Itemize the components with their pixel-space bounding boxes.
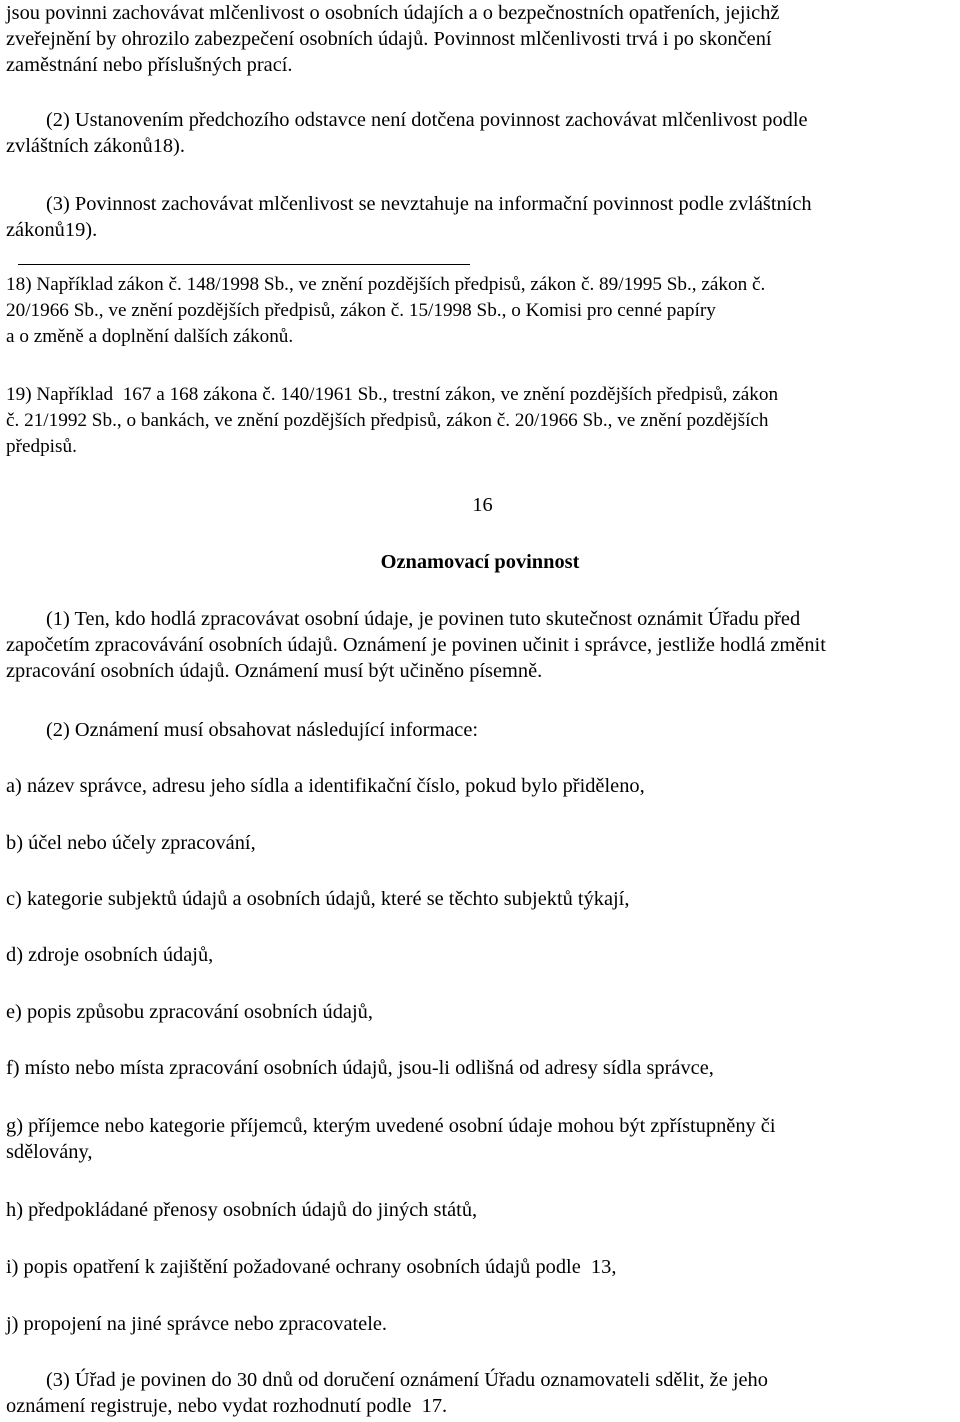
- footnote-19-line: předpisů.: [6, 436, 77, 457]
- section-title: Oznamovací povinnost: [380, 551, 580, 573]
- list-item-a: a) název správce, adresu jeho sídla a identifikační číslo, pokud bylo přiděleno,: [6, 775, 645, 797]
- footnote-19-line: 19) Například 167 a 168 zákona č. 140/1961 Sb., trestní zákon, ve znění pozdějších předpisů, zákon: [6, 384, 779, 405]
- footnote-18-line: 20/1966 Sb., ve znění pozdějších předpisů, zákon č. 15/1998 Sb., o Komisi pro cenné papíry: [6, 300, 716, 321]
- footnote-18-line: 18) Například zákon č. 148/1998 Sb., ve znění pozdějších předpisů, zákon č. 89/1995 Sb., zákon č.: [6, 274, 766, 295]
- list-item-d: d) zdroje osobních údajů,: [6, 944, 214, 966]
- list-item-f: f) místo nebo místa zpracování osobních údajů, jsou-li odlišná od adresy sídla správce,: [6, 1057, 714, 1079]
- list-item-b: b) účel nebo účely zpracování,: [6, 832, 256, 854]
- list-item-j: j) propojení na jiné správce nebo zpracovatele.: [6, 1313, 388, 1335]
- section-paragraph-1-line: zpracování osobních údajů. Oznámení musí být učiněno písemně.: [6, 660, 543, 682]
- footnote-19-line: č. 21/1992 Sb., o bankách, ve znění pozdějších předpisů, zákon č. 20/1966 Sb., ve znění pozdějších: [6, 410, 769, 431]
- list-item-e: e) popis způsobu zpracování osobních údajů,: [6, 1001, 373, 1023]
- section-paragraph-2-line: (2) Oznámení musí obsahovat následující informace:: [46, 719, 479, 741]
- footnote-separator: [18, 264, 470, 265]
- section-number: 16: [467, 494, 493, 516]
- section-paragraph-3-line: oznámení registruje, nebo vydat rozhodnutí podle 17.: [6, 1395, 448, 1417]
- list-item-g-continuation: sdělovány,: [6, 1141, 93, 1163]
- paragraph-2-line: zvláštních zákonů18).: [6, 135, 185, 157]
- paragraph-3-line: zákonů19).: [6, 219, 98, 241]
- section-paragraph-1-line: (1) Ten, kdo hodlá zpracovávat osobní údaje, je povinen tuto skutečnost oznámit Úřadu před: [46, 608, 801, 630]
- list-item-i: i) popis opatření k zajištění požadované ochrany osobních údajů podle 13,: [6, 1256, 617, 1278]
- text-line: zaměstnání nebo příslušných prací.: [6, 54, 293, 76]
- list-item-c: c) kategorie subjektů údajů a osobních údajů, které se těchto subjektů týkají,: [6, 888, 630, 910]
- footnote-18-line: a o změně a doplnění dalších zákonů.: [6, 326, 294, 347]
- text-line: jsou povinni zachovávat mlčenlivost o osobních údajích a o bezpečnostních opatřeních, jejichž: [6, 2, 780, 24]
- text-line: zveřejnění by ohrozilo zabezpečení osobních údajů. Povinnost mlčenlivosti trvá i po skončení: [6, 28, 772, 50]
- paragraph-3-line: (3) Povinnost zachovávat mlčenlivost se nevztahuje na informační povinnost podle zvláštních: [46, 193, 812, 215]
- list-item-h: h) předpokládané přenosy osobních údajů do jiných států,: [6, 1199, 478, 1221]
- section-paragraph-3-line: (3) Úřad je povinen do 30 dnů od doručení oznámení Úřadu oznamovateli sdělit, že jeho: [46, 1369, 768, 1391]
- list-item-g: g) příjemce nebo kategorie příjemců, kterým uvedené osobní údaje mohou být zpřístupněny či: [6, 1115, 776, 1137]
- section-paragraph-1-line: započetím zpracovávání osobních údajů. Oznámení je povinen učinit i správce, jestliže hodlá změnit: [6, 634, 826, 656]
- paragraph-2-line: (2) Ustanovením předchozího odstavce není dotčena povinnost zachovávat mlčenlivost podle: [46, 109, 808, 131]
